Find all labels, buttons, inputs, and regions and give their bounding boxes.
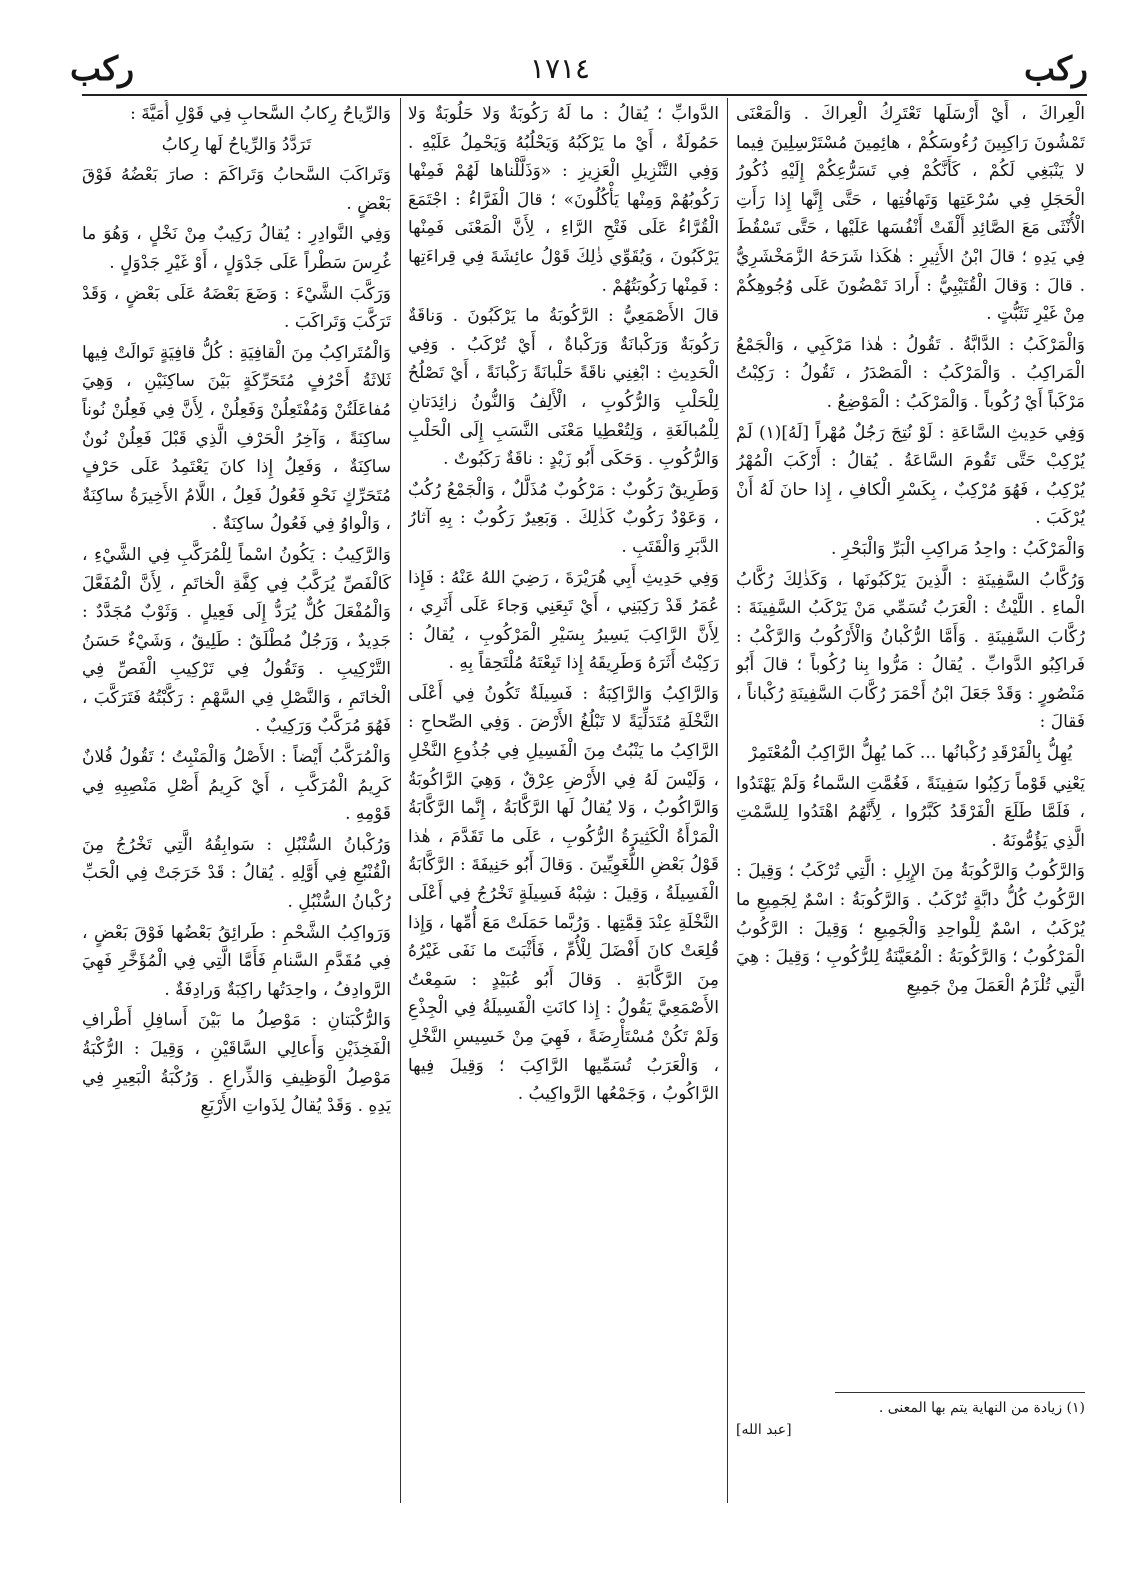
paragraph: وَرُكَّابُ السَّفِينَةِ : الَّذِينَ يَرْكَبُونَها ، وَكَذٰلِكَ رُكَّابُ الْماءِ . اللَّيْثُ : الْعَرَبُ تُسَمِّي مَنْ يَرْكَبُ السَّفِينَةَ : رُكَّابَ السَّفِينَةِ . وَأَمَّا الرُّكْبانُ وَالْأَرْكُوبُ وَالرَّكْبُ : فَراكِبُو الدَّوابِّ . يُقالُ : مَرُّوا بِنا رُكُوباً ؛ قالَ أَبُو مَنْصُورٍ : وَقَدْ جَعَلَ ابْنُ أَحْمَرَ رُكَّابَ السَّفِينَةِ رُكْباناً ، فَقالَ : (736, 569, 1085, 733)
paragraph: وَفِي النَّوادِرِ : يُقالُ رَكِيبٌ مِنْ نَخْلٍ ، وَهُوَ ما غُرِسَ سَطْراً عَلَى جَدْوَلٍ ، أَوْ غَيْرِ جَدْوَلٍ . (82, 224, 391, 273)
paragraph: قالَ الأَصْمَعِيُّ : الرَّكُوبَةُ ما يَرْكَبُونَ . وَناقَةٌ رَكُوبَةٌ وَرَكْبانَةٌ وَرَكْباةٌ ، أَيْ تُرْكَبُ . وَفِي الْحَدِيثِ : ابْغِنِي ناقَةً حَلْبانَةً رَكْبانَةً ، أَيْ تَصْلُحُ لِلْحَلْبِ وَالرُّكُوبِ ، الْأَلِفُ وَالنُّونُ زائِدَتانِ لِلْمُبالَغَةِ ، وَلِتُعْطِيا مَعْنَى النَّسَبِ إِلَى الْحَلْبِ وَالرُّكُوبِ . وَحَكَى أَبُو زَيْدٍ : ناقَةٌ رَكَبُوتٌ . (408, 306, 719, 470)
paragraph: وَطَرِيقٌ رَكُوبٌ : مَرْكُوبٌ مُذَلَّلٌ ، وَالْجَمْعُ رُكُبٌ ، وَعَوْدٌ رَكُوبٌ كَذٰلِكَ . وَبَعِيرٌ رَكُوبٌ : بِهِ آثارُ الدَّبَرِ وَالْقَتَبِ . (408, 479, 719, 557)
paragraph: وَتَراكَبَ السَّحابُ وَتَراكَمَ : صارَ بَعْضُهُ فَوْقَ بَعْضٍ . (82, 165, 391, 214)
page-number: ١٧١٤ (529, 52, 591, 85)
column-divider (727, 98, 728, 1503)
verse: يُهِلُّ بِالْفَرْقَدِ رُكْبانُها ... كَما يُهِلُّ الرَّاكِبُ الْمُعْتَمِرْ (748, 743, 1073, 764)
paragraph: وَرَكَّبَ الشَّيْءَ : وَضَعَ بَعْضَهُ عَلَى بَعْضٍ ، وَقَدْ تَرَكَّبَ وَتَراكَبَ . (82, 283, 391, 333)
page-header (0, 0, 1121, 92)
paragraph: وَفِي حَدِيثِ أَبِي هُرَيْرَةَ ، رَضِيَ اللهُ عَنْهُ : فَإِذا عُمَرُ قَدْ رَكِبَنِي ، أَيْ تَبِعَنِي وَجاءَ عَلَى أَثَرِي ، لِأَنَّ الرَّاكِبَ يَسِيرُ بِسَيْرِ الْمَرْكُوبِ ، يُقالُ : رَكِبْتُ أَثَرَهُ وَطَرِيقَهُ إِذا تَبِعْتَهُ مُلْتَحِقاً بِهِ . (408, 567, 719, 674)
paragraph: الدَّوابِّ ؛ يُقالُ : ما لَهُ رَكُوبَةٌ وَلا حَلُوبَةٌ وَلا حَمُولَةٌ ، أَيْ ما يَرْكَبُهُ وَيَحْلُبُهُ وَيَحْمِلُ عَلَيْهِ . وَفِي التَّنْزِيلِ الْعَزِيزِ : «وَذَلَّلْناها لَهُمْ فَمِنْها رَكُوبُهُمْ وَمِنْها يَأْكُلُونَ» ؛ قالَ الْفَرَّاءُ : اجْتَمَعَ الْقُرَّاءُ عَلَى فَتْحِ الرَّاءِ ، لِأَنَّ الْمَعْنَى فَمِنْها يَرْكَبُونَ ، وَيُقَوِّي ذٰلِكَ قَوْلُ عائِشَةَ فِي قِراءَتِها : فَمِنْها رَكُوبَتُهُمْ . (408, 104, 719, 296)
column-middle (408, 100, 719, 1500)
paragraph: وَالرِّياحُ رِكابُ السَّحابِ فِي قَوْلِ أُمَيَّةَ : (130, 104, 391, 124)
paragraph: يَعْنِي قَوْماً رَكِبُوا سَفِينَةً ، فَغُمَّتِ السَّماءُ وَلَمْ يَهْتَدُوا ، فَلَمَّا طَلَعَ الْفَرْقَدُ كَبَّرُوا ، لِأَنَّهُمُ اهْتَدُوا لِلسَّمْتِ الَّذِي يَؤُمُّونَهُ . (736, 773, 1085, 851)
header-rule (82, 94, 1087, 96)
paragraph: وَالرَّكِيبُ : يَكُونُ اسْماً لِلْمُرَكَّبِ فِي الشَّيْءِ ، كَالْفَصِّ يُرَكَّبُ فِي كِفَّةِ الْخاتَمِ ، لِأَنَّ الْمُفَعَّلَ وَالْمُفْعَلَ كُلٌّ يُرَدُّ إِلَى فَعِيلٍ . وَثَوْبٌ مُجَدَّدٌ : جَدِيدٌ ، وَرَجُلٌ مُطْلَقٌ : طَلِيقٌ ، وَشَيْءٌ حَسَنُ التَّرْكِيبِ . وَتَقُولُ فِي تَرْكِيبِ الْفَصِّ فِي الْخاتَمِ ، وَالنَّصْلِ فِي السَّهْمِ : رَكَّبْتُهُ فَتَرَكَّبَ ، فَهُوَ مُرَكَّبٌ وَرَكِيبٌ . (82, 544, 391, 737)
column-left (82, 100, 391, 1500)
column-divider (400, 98, 401, 1503)
paragraph: وَالرَّكُوبُ وَالرَّكُوبَةُ مِنَ الإِبِلِ : الَّتِي تُرْكَبُ ؛ وَقِيلَ : الرَّكُوبُ كُلُّ دابَّةٍ تُرْكَبُ . وَالرَّكُوبَةُ : اسْمٌ لِجَمِيعِ ما يُرْكَبُ ، اسْمٌ لِلْواحِدِ وَالْجَمِيعِ ؛ وَقِيلَ : الرَّكُوبُ الْمَرْكُوبُ ؛ وَالرَّكُوبَةُ : الْمُعَيَّنَةُ لِلرُّكُوبِ ؛ وَقِيلَ : هِيَ الَّتِي تُلْزَمُ الْعَمَلَ مِنْ جَمِيعِ (736, 861, 1085, 996)
verse: تَرَدَّدُ وَالرِّياحُ لَها رِكابُ (161, 134, 312, 155)
paragraph: وَالْمُتَراكِبُ مِنَ الْقافِيَةِ : كُلُّ قافِيَةٍ تَوالَتْ فِيها ثَلاثَةُ أَحْرُفٍ مُتَحَرِّكَةٍ بَيْنَ ساكِنَيْنِ ، وَهِيَ مُفاعَلَتُنْ وَمُفْتَعِلُنْ وَفَعِلُنْ ، لِأَنَّ فِي فَعِلُنْ نُوناً ساكِنَةً ، وَآخِرُ الْحَرْفِ الَّذِي قَبْلَ فَعِلُنْ نُونٌ ساكِنَةٌ ، وَفَعِلُ إِذا كانَ يَعْتَمِدُ عَلَى حَرْفٍ مُتَحَرِّكٍ نَحْوِ فَعُولُ فَعِلُ ، اللَّامُ الأَخِيرَةُ ساكِنَةٌ ، وَالْواوُ فِي فَعُولُ ساكِنَةٌ . (82, 342, 391, 535)
paragraph: الْعِراكَ ، أَيْ أَرْسَلَها تَعْتَرِكُ الْعِراكَ . وَالْمَعْنَى تَمْشُونَ رَاكِبِينَ رُءُوسَكُمْ ، هائِمِينَ مُسْتَرْسِلِينَ فِيما لا يَنْبَغِي لَكُمْ ، كَأَنَّكُمْ فِي تَسَرُّعِكُمْ إِلَيْهِ ذُكُورُ الْحَجَلِ فِي سُرْعَتِها وَتَهافُتِها ، حَتَّى إِنَّها إِذا رَأَتِ الْأُنْثَى مَعَ الصَّائِدِ أَلْقَتْ أَنْفُسَها عَلَيْها ، حَتَّى تَسْقُطَ فِي يَدِهِ ؛ قالَ ابْنُ الأَثِيرِ : هٰكَذا شَرَحَهُ الزَّمَخْشَرِيُّ . قالَ : وَقالَ الْقُتَيْبِيُّ : أَرادَ تَمْضُونَ عَلَى وُجُوهِكُمْ مِنْ غَيْرِ تَثَبُّتٍ . (736, 104, 1085, 325)
running-head-left: ركب (70, 49, 135, 88)
paragraph: وَالْمَرْكَبُ : الدَّابَّةُ . تَقُولُ : هٰذا مَرْكَبِي ، وَالْجَمْعُ الْمَراكِبُ . وَالْمَرْكَبُ : الْمَصْدَرُ ، تَقُولُ : رَكِبْتُ مَرْكَباً أَيْ رُكُوباً . وَالْمَرْكَبُ : الْمَوْضِعُ . (736, 334, 1085, 412)
paragraph: وَرَواكِبُ الشَّحْمِ : طَرائِقُ بَعْضُها فَوْقَ بَعْضٍ ، فِي مُقَدَّمِ السَّنامِ فَأَمَّا الَّتِي فِي الْمُؤَخَّرِ فَهِيَ الرَّوادِفُ ، واحِدَتُها راكِبَةٌ وَرادِفَةٌ . (82, 922, 391, 1000)
paragraph: وَالْمَرْكَبُ : واحِدُ مَراكِبِ الْبَرِّ وَالْبَحْرِ . (830, 538, 1085, 559)
paragraph: وَفِي حَدِيثِ السَّاعَةِ : لَوْ نُتِجَ رَجُلٌ مُهْراً [لَهُ](١) لَمْ يُرْكِبْ حَتَّى تَقُومَ السَّاعَةُ . يُقالُ : أَرْكَبَ الْمُهْرُ يُرْكِبُ ، فَهُوَ مُرْكِبٌ ، بِكَسْرِ الْكافِ ، إِذا حانَ لَهُ أَنْ يُرْكَبَ . (736, 422, 1085, 529)
paragraph: وَالْمُرَكَّبُ أَيْضاً : الأَصْلُ وَالْمَنْبِتُ ؛ تَقُولُ فُلانٌ كَرِيمُ الْمُرَكَّبِ ، أَيْ كَرِيمُ أَصْلِ مَنْصِبِهِ فِي قَوْمِهِ . (82, 747, 391, 825)
paragraph: وَالرُّكْبَتانِ : مَوْصِلُ ما بَيْنَ أَسافِلِ أَطْرافِ الْفَخِذَيْنِ وَأَعالِي السَّاقَيْنِ ، وَقِيلَ : الرُّكْبَةُ مَوْصِلُ الْوَظِيفِ وَالذِّراعِ . وَرُكْبَةُ الْبَعِيرِ فِي يَدِهِ . وَقَدْ يُقالُ لِذَواتِ الأَرْبَعِ (82, 1010, 391, 1117)
paragraph: وَرُكْبانُ السُّنْبُلِ : سَوابِقُهُ الَّتِي تَخْرُجُ مِنَ الْقُنْبُعِ فِي أَوَّلِهِ . يُقالُ : قَدْ خَرَجَتْ فِي الْحَبِّ رُكْبانُ السُّنْبُلِ . (82, 834, 391, 913)
paragraph: وَالرَّاكِبُ وَالرَّاكِبَةُ : فَسِيلَةٌ تَكُونُ فِي أَعْلَى النَّخْلَةِ مُتَدَلِّيَةً لا تَبْلُغُ الأَرْضَ . وَفِي الصِّحاحِ : الرَّاكِبُ ما يَنْبُتُ مِنَ الْفَسِيلِ فِي جُذُوعِ النَّخْلِ ، وَلَيْسَ لَهُ فِي الأَرْضِ عِرْقٌ ، وَهِيَ الرَّاكُوبَةُ وَالرَّاكُوبُ ، وَلا يُقالُ لَها الرَّكَّابَةُ ، إِنَّما الرَّكَّابَةُ الْمَرْأَةُ الْكَثِيرَةُ الرُّكُوبِ ، عَلَى ما تَقَدَّمَ ، هٰذا قَوْلُ بَعْضِ اللُّغَوِيِّينَ . وَقالَ أَبُو حَنِيفَةَ : الرَّكَّابَةُ الْفَسِيلَةُ ، وَقِيلَ : شِبْهُ فَسِيلَةٍ تَخْرُجُ فِي أَعْلَى النَّخْلَةِ عِنْدَ قِمَّتِها . وَرُبَّما حَمَلَتْ مَعَ أُمِّها ، وَإِذا قُلِعَتْ كانَ أَفْضَلَ لِلْأُمِّ ، فَأَثْبَتَ ما نَفَى غَيْرُهُ مِنَ الرَّكَّابَةِ . وَقالَ أَبُو عُبَيْدٍ : سَمِعْتُ الأَصْمَعِيَّ يَقُولُ : إِذا كانَتِ الْفَسِيلَةُ فِي الْجِذْعِ وَلَمْ تَكُنْ مُسْتَأْرِضَةً ، فَهِيَ مِنْ خَسِيسِ النَّخْلِ ، وَالْعَرَبُ تُسَمِّيها الرَّاكِبَ ؛ وَقِيلَ فِيها الرَّاكُوبُ ، وَجَمْعُها الرَّواكِيبُ . (408, 683, 719, 1105)
footnote: (١) زيادة من النهاية يتم بها المعنى . (878, 1400, 1085, 1416)
footnote-signature: [عبد الله] (736, 1422, 792, 1438)
footnote-rule (835, 1392, 1085, 1393)
running-head-right: ركب (1023, 49, 1088, 88)
column-right (736, 100, 1085, 1388)
